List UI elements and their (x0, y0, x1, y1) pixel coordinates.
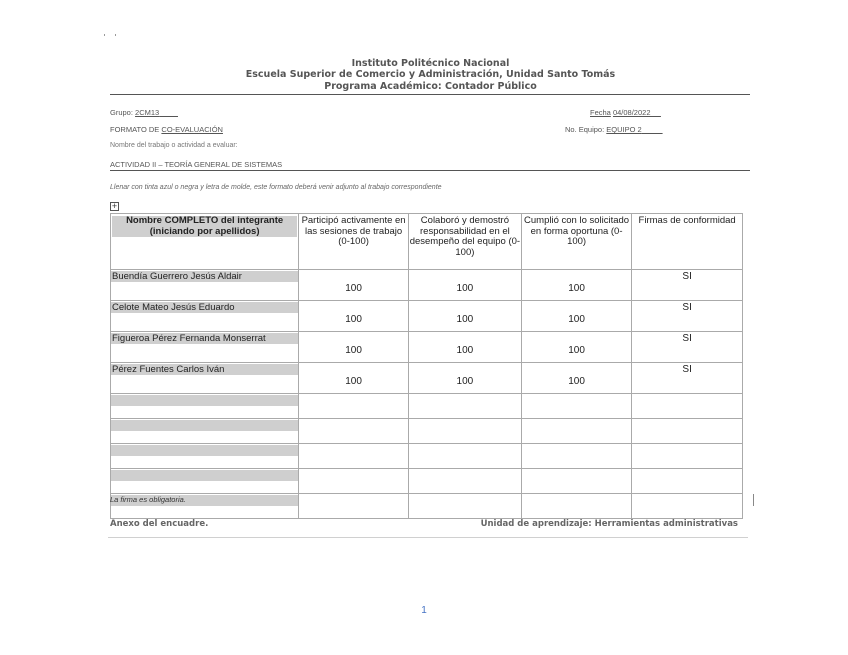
program-title: Programa Académico: Contador Público (324, 81, 537, 92)
score-cell[interactable] (299, 419, 409, 444)
page-bottom-edge (108, 537, 748, 538)
instructions-text: Llenar con tinta azul o negra y letra de molde, este formato deberá venir adjunto al trabajo correspondiente (110, 184, 442, 191)
score-cell[interactable] (408, 469, 521, 494)
signature-cell[interactable]: SI (632, 301, 743, 332)
annex-label: Anexo del encuadre. (110, 519, 209, 529)
score-cell[interactable]: 100 (299, 332, 409, 363)
score-cell[interactable]: 100 (299, 363, 409, 394)
date-field (590, 108, 661, 117)
document-page (103, 36, 758, 541)
team-field (565, 125, 663, 134)
group-field (110, 108, 178, 117)
signature-cell[interactable]: SI (632, 332, 743, 363)
header-rule (110, 94, 750, 95)
member-name-cell[interactable] (111, 469, 299, 494)
member-name-cell[interactable] (111, 394, 299, 419)
score-cell[interactable] (299, 494, 409, 519)
member-name-cell[interactable]: Pérez Fuentes Carlos Iván (111, 363, 299, 394)
activity-text[interactable]: ACTIVIDAD II – TEORÍA GENERAL DE SISTEMAS (110, 160, 283, 169)
member-name-cell[interactable] (111, 419, 299, 444)
empty-table-row (111, 444, 743, 469)
member-name-cell[interactable]: Figueroa Pérez Fernanda Monserrat (111, 332, 299, 363)
page-number: 1 (421, 605, 427, 616)
signature-required-note: La firma es obligatoria. (110, 495, 186, 504)
score-cell[interactable]: 100 (408, 363, 521, 394)
empty-table-row (111, 394, 743, 419)
empty-table-row (111, 494, 743, 519)
signature-cell[interactable]: SI (632, 363, 743, 394)
empty-table-row (111, 469, 743, 494)
signature-cell[interactable] (632, 394, 743, 419)
score-cell[interactable] (299, 444, 409, 469)
col-header-responsibility: Colaboró y demostró responsabilidad en el desempeño del equipo (0-100) (408, 214, 521, 270)
school-title: Escuela Superior de Comercio y Administración, Unidad Santo Tomás (245, 69, 616, 80)
score-cell[interactable]: 100 (521, 270, 631, 301)
text-cursor (753, 494, 754, 506)
table-row (111, 301, 743, 332)
format-label: FORMATO DE (110, 125, 160, 134)
group-value[interactable]: 2CM13 (135, 108, 160, 117)
team-value[interactable]: EQUIPO 2 (606, 125, 642, 134)
col-header-name: Nombre COMPLETO del integrante (iniciando por apellidos) (111, 214, 299, 270)
score-cell[interactable]: 100 (521, 301, 631, 332)
score-cell[interactable]: 100 (521, 332, 631, 363)
score-cell[interactable]: 100 (299, 270, 409, 301)
table-row (111, 363, 743, 394)
score-cell[interactable] (521, 469, 631, 494)
score-cell[interactable] (521, 419, 631, 444)
date-label: Fecha (590, 108, 611, 117)
member-name-cell[interactable]: Celote Mateo Jesús Eduardo (111, 301, 299, 332)
score-cell[interactable] (521, 394, 631, 419)
table-row (111, 332, 743, 363)
coevaluation-table (110, 213, 743, 519)
format-field (110, 125, 223, 134)
score-cell[interactable] (521, 494, 631, 519)
signature-cell[interactable] (632, 494, 743, 519)
work-name-label: Nombre del trabajo o actividad a evaluar: (110, 142, 238, 149)
signature-cell[interactable] (632, 469, 743, 494)
signature-cell[interactable]: SI (632, 270, 743, 301)
col-header-participation: Participó activamente en las sesiones de trabajo (0-100) (299, 214, 409, 270)
score-cell[interactable] (299, 469, 409, 494)
table-header-row (111, 214, 743, 270)
score-cell[interactable]: 100 (408, 270, 521, 301)
activity-rule (110, 170, 750, 171)
score-cell[interactable] (408, 444, 521, 469)
table-move-handle-icon[interactable]: + (111, 201, 118, 211)
group-label: Grupo: (110, 108, 133, 117)
signature-cell[interactable] (632, 444, 743, 469)
table-row (111, 270, 743, 301)
score-cell[interactable] (408, 419, 521, 444)
score-cell[interactable]: 100 (408, 301, 521, 332)
score-cell[interactable]: 100 (521, 363, 631, 394)
learning-unit-label: Unidad de aprendizaje: Herramientas administrativas (480, 519, 738, 529)
format-value: CO-EVALUACIÓN (161, 125, 223, 134)
score-cell[interactable]: 100 (408, 332, 521, 363)
date-value[interactable]: 04/08/2022 (612, 108, 651, 117)
score-cell[interactable] (408, 394, 521, 419)
score-cell[interactable] (408, 494, 521, 519)
institution-title: Instituto Politécnico Nacional (351, 58, 510, 69)
team-label: No. Equipo: (565, 125, 605, 134)
col-header-timeliness: Cumplió con lo solicitado en forma oportuna (0-100) (521, 214, 631, 270)
signature-cell[interactable] (632, 419, 743, 444)
member-name-cell[interactable] (111, 444, 299, 469)
score-cell[interactable] (521, 444, 631, 469)
empty-table-row (111, 419, 743, 444)
score-cell[interactable] (299, 394, 409, 419)
col-header-signatures: Firmas de conformidad (632, 214, 743, 270)
member-name-cell[interactable]: Buendía Guerrero Jesús Aldair (111, 270, 299, 301)
score-cell[interactable]: 100 (299, 301, 409, 332)
